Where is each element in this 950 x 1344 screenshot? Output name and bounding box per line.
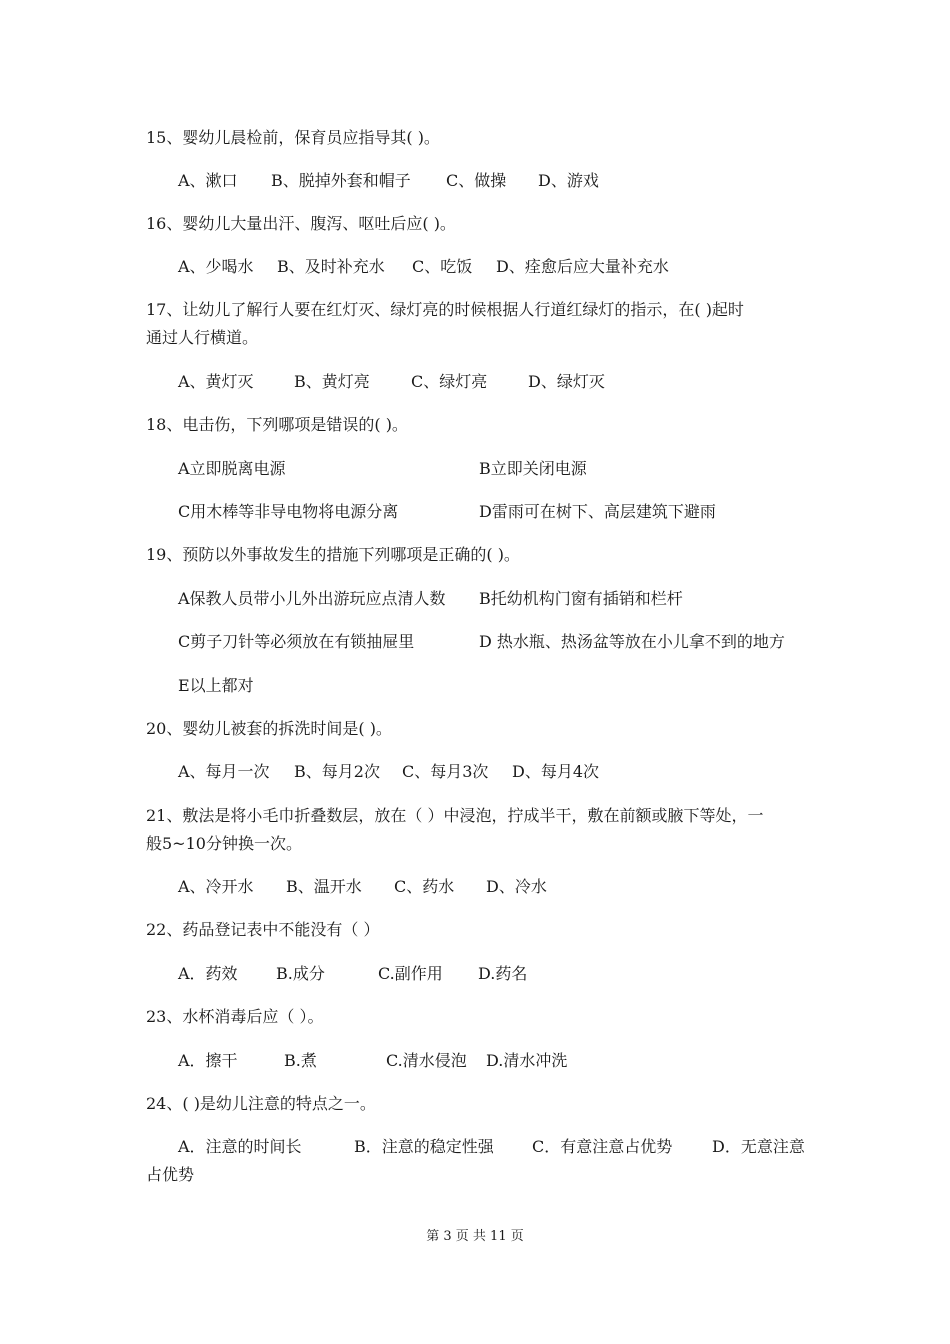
option-d: D、游戏 bbox=[538, 171, 599, 190]
option-a: A、冷开水 bbox=[178, 877, 254, 896]
option-b: B.煮 bbox=[284, 1051, 317, 1070]
option-b: B．注意的稳定性强 bbox=[354, 1137, 494, 1156]
option-b: B、温开水 bbox=[286, 877, 362, 896]
option-a: A、黄灯灭 bbox=[178, 372, 254, 391]
option-a: A．擦干 bbox=[178, 1051, 238, 1070]
option-d: D 热水瓶、热汤盆等放在小儿拿不到的地方 bbox=[479, 632, 785, 651]
option-c: C、药水 bbox=[394, 877, 455, 896]
option-c: C、每月3次 bbox=[402, 762, 489, 781]
page-footer: 第 3 页 共 11 页 bbox=[426, 1229, 524, 1244]
option-c: C.副作用 bbox=[378, 964, 443, 983]
option-d: D、冷水 bbox=[486, 877, 547, 896]
option-b: B、及时补充水 bbox=[277, 257, 385, 276]
question-20: 20、婴幼儿被套的拆洗时间是( )。 bbox=[146, 719, 392, 738]
option-c: C剪子刀针等必须放在有锁抽屉里 bbox=[178, 632, 415, 651]
option-b: B、每月2次 bbox=[294, 762, 380, 781]
option-c: C、做操 bbox=[446, 171, 507, 190]
question-21: 21、敷法是将小毛巾折叠数层，放在（ ）中浸泡，拧成半干，敷在前额或腋下等处，一 bbox=[146, 806, 764, 825]
question-18: 18、电击伤，下列哪项是错误的( )。 bbox=[146, 415, 408, 434]
question-17-continued: 通过人行横道。 bbox=[146, 328, 259, 347]
question-24: 24、( )是幼儿注意的特点之一。 bbox=[146, 1094, 376, 1113]
question-15: 15、婴幼儿晨检前，保育员应指导其( )。 bbox=[146, 128, 440, 147]
option-d: D雷雨可在树下、高层建筑下避雨 bbox=[479, 502, 716, 521]
question-24-continued: 占优势 bbox=[146, 1165, 195, 1184]
option-d: D、痊愈后应大量补充水 bbox=[496, 257, 669, 276]
option-d: D、每月4次 bbox=[512, 762, 600, 781]
question-22: 22、药品登记表中不能没有（ ） bbox=[146, 920, 380, 939]
question-21-continued: 般5~10分钟换一次。 bbox=[146, 834, 302, 853]
option-a: A立即脱离电源 bbox=[178, 459, 286, 478]
option-b: B、黄灯亮 bbox=[294, 372, 370, 391]
option-a: A保教人员带小儿外出游玩应点清人数 bbox=[178, 589, 446, 608]
option-a: A．药效 bbox=[178, 964, 238, 983]
option-c: C、吃饭 bbox=[412, 257, 473, 276]
option-c: C用木棒等非导电物将电源分离 bbox=[178, 502, 399, 521]
option-c: C．有意注意占优势 bbox=[532, 1137, 673, 1156]
option-c: C.清水侵泡 bbox=[386, 1051, 467, 1070]
option-a: A．注意的时间长 bbox=[178, 1137, 302, 1156]
option-b: B.成分 bbox=[276, 964, 325, 983]
question-19: 19、预防以外事故发生的措施下列哪项是正确的( )。 bbox=[146, 545, 520, 564]
option-a: A、漱口 bbox=[178, 171, 238, 190]
question-16: 16、婴幼儿大量出汗、腹泻、呕吐后应( )。 bbox=[146, 214, 456, 233]
option-b: B立即关闭电源 bbox=[479, 459, 587, 478]
option-c: C、绿灯亮 bbox=[411, 372, 488, 391]
option-d: D.药名 bbox=[478, 964, 528, 983]
option-e: E以上都对 bbox=[178, 676, 254, 695]
question-23: 23、水杯消毒后应（ ）。 bbox=[146, 1007, 324, 1026]
option-b: B托幼机构门窗有插销和栏杆 bbox=[479, 589, 683, 608]
option-a: A、少喝水 bbox=[178, 257, 254, 276]
question-17: 17、让幼儿了解行人要在红灯灭、绿灯亮的时候根据人行道红绿灯的指示，在( )起时 bbox=[146, 300, 744, 319]
option-a: A、每月一次 bbox=[178, 762, 270, 781]
option-d: D．无意注意 bbox=[712, 1137, 805, 1156]
option-d: D.清水冲洗 bbox=[486, 1051, 568, 1070]
option-b: B、脱掉外套和帽子 bbox=[271, 171, 411, 190]
option-d: D、绿灯灭 bbox=[528, 372, 605, 391]
